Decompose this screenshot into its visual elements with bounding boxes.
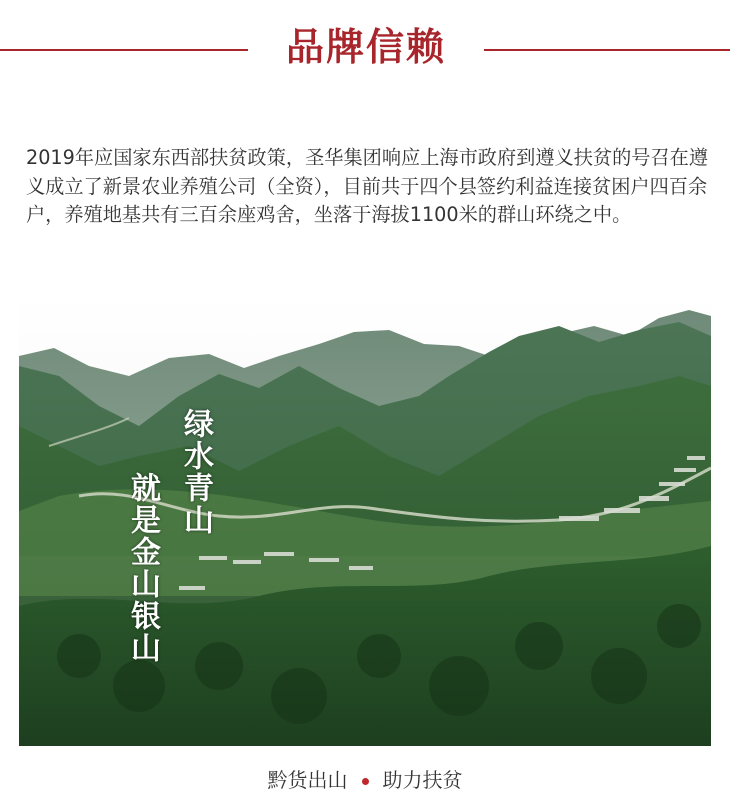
section-header: [0, 0, 730, 100]
slogan-line-2: 就是金山银山: [125, 472, 160, 664]
section-title: 品牌信赖: [285, 25, 446, 69]
separator-dot-icon: [362, 778, 369, 785]
slogan-line-1: 绿水青山: [178, 408, 213, 536]
footer-tagline-right: 助力扶贫: [382, 768, 463, 792]
mountain-landscape-illustration: [19, 296, 711, 746]
footer-tagline-left: 黔货出山: [267, 768, 348, 792]
header-right-rule: [484, 49, 730, 51]
footer-tagline: [0, 760, 730, 800]
mountain-photo: [19, 296, 711, 746]
intro-paragraph: 2019年应国家东西部扶贫政策，圣华集团响应上海市政府到遵义扶贫的号召在遵义成立了新景农业养殖公司（全资），目前共于四个县签约利益连接贫困户四百余户，养殖地基共有三百余座鸡舍，坐落于海拔1100米的群山环绕之中。: [26, 146, 709, 226]
header-left-rule: [0, 49, 248, 51]
